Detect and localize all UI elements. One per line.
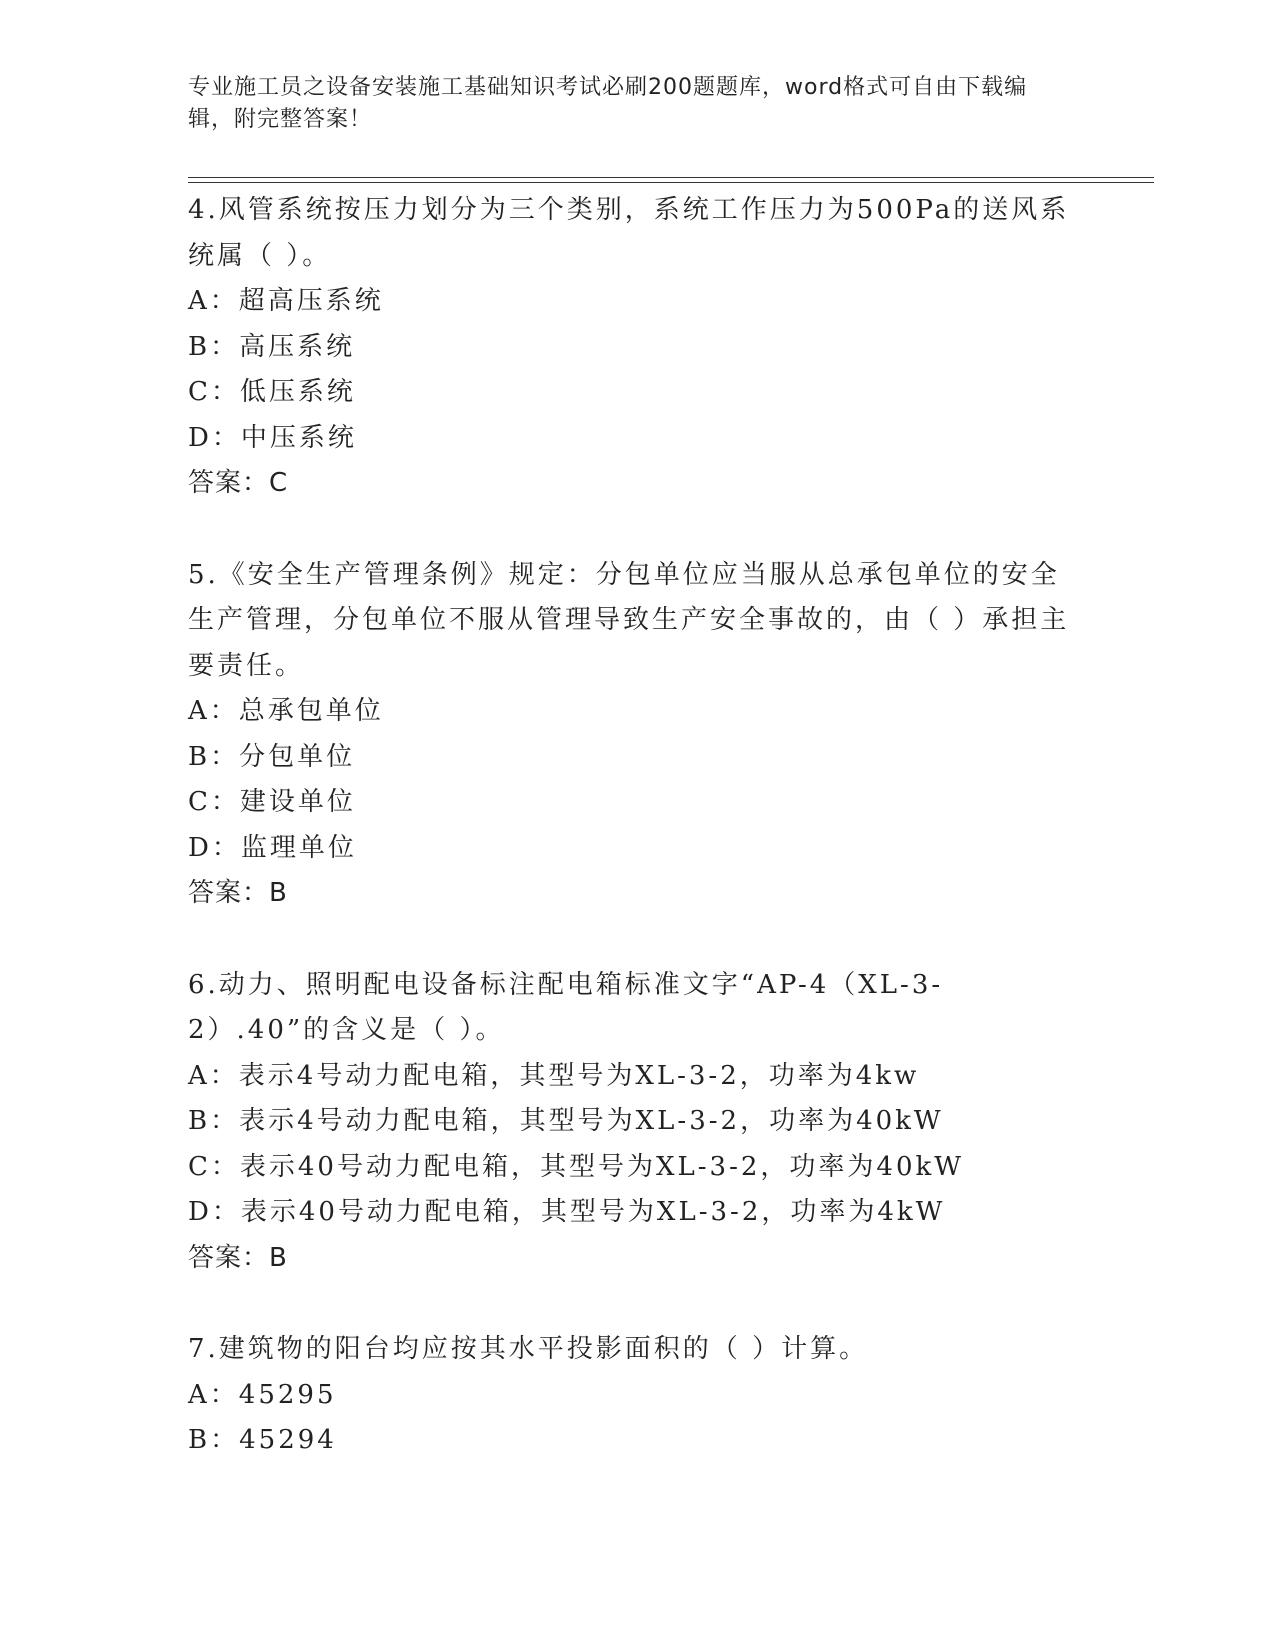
question-7: [188, 1327, 1078, 1464]
option-d: D：表示40号动力配电箱，其型号为XL-3-2，功率为4kW: [188, 1197, 946, 1227]
option-a: A：45295: [188, 1379, 337, 1410]
header-rule-bottom: [188, 182, 1154, 183]
answer: 答案：B: [188, 878, 288, 908]
answer: 答案：C: [188, 468, 289, 498]
option-c: C：建设单位: [188, 787, 356, 817]
option-d: D：监理单位: [188, 832, 357, 863]
document-header: 专业施工员之设备安装施工基础知识考试必刷200题题库，word格式可自由下载编辑，附完整答案！: [188, 75, 1028, 132]
option-b: B：分包单位: [188, 741, 356, 772]
question-text: 5.《安全生产管理条例》规定：分包单位应当服从总承包单位的安全生产管理，分包单位不服从管理导致生产安全事故的，由（ ）承担主要责任。: [188, 559, 1070, 681]
question-gap: [188, 1281, 1078, 1327]
option-a: A：表示4号动力配电箱，其型号为XL-3-2，功率为4kw: [188, 1060, 920, 1091]
option-c: C：低压系统: [188, 377, 356, 407]
option-c: C：表示40号动力配电箱，其型号为XL-3-2，功率为40kW: [188, 1151, 964, 1182]
option-a: A：总承包单位: [188, 696, 384, 726]
option-b: B：高压系统: [188, 331, 356, 362]
question-text: 7.建筑物的阳台均应按其水平投影面积的（ ）计算。: [188, 1334, 869, 1364]
question-5: [188, 553, 1078, 917]
option-d: D：中压系统: [188, 422, 357, 453]
answer: 答案：B: [188, 1242, 288, 1273]
question-text: 4.风管系统按压力划分为三个类别，系统工作压力为500Pa的送风系统属（ ）。: [188, 195, 1070, 271]
question-list: [188, 188, 1078, 1464]
option-b: B：表示4号动力配电箱，其型号为XL-3-2，功率为40kW: [188, 1106, 944, 1136]
question-6: [188, 963, 1078, 1282]
question-gap: [188, 507, 1078, 553]
question-text: 6.动力、照明配电设备标注配电箱标准文字“AP-4（XL-3-2）.40”的含义是（ ）。: [188, 969, 944, 1045]
header-rule-top: [188, 177, 1154, 178]
option-a: A：超高压系统: [188, 286, 384, 316]
option-b: B：45294: [188, 1425, 337, 1455]
question-4: [188, 188, 1078, 507]
question-gap: [188, 917, 1078, 963]
